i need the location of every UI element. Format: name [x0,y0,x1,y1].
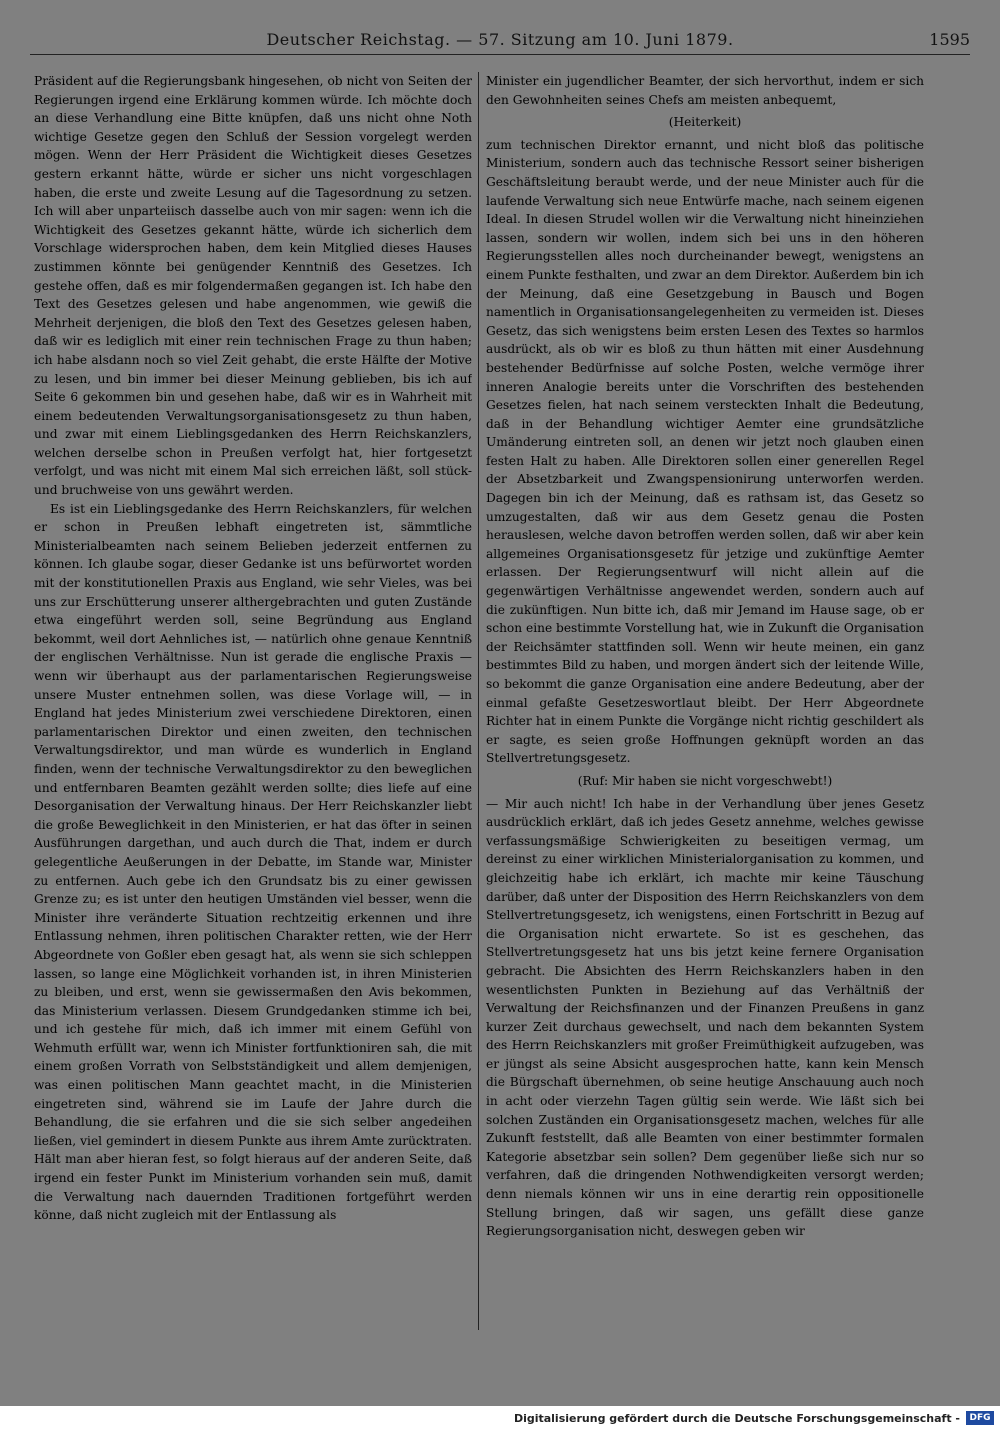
page-number: 1595 [929,30,970,49]
running-title: Deutscher Reichstag. — 57. Sitzung am 10. Juni 1879. [266,30,734,49]
left-paragraph-1: Präsident auf die Regierungsbank hingesehen, ob nicht von Seiten der Regierungen irgend eine Erklärung kommen würde. Ich möchte doch an diese Verhandlung eine Bitte knüpfen, daß uns nicht ohne Noth wichtige Gesetze gegen den Schluß der Session vorgelegt werden mögen. Wenn der Herr Präsident die Wichtigkeit dieses Gesetzes gestern erkannt hätte, würde er sicher uns nicht vorgeschlagen haben, die erste und zweite Lesung auf die Tagesordnung zu setzen. Ich will aber unparteiisch dasselbe auch von mir sagen: wenn ich die Wichtigkeit des Gesetzes gekannt hätte, würde ich sicherlich dem Vorschlage widersprochen haben, dem kein Mitglied dieses Hauses zustimmen könnte bei genügender Kenntniß des Gesetzes. Ich gestehe offen, daß es mir folgendermaßen gegangen ist. Ich habe den Text des Gesetzes gelesen und habe angenommen, wie gewiß die Mehrheit derjenigen, die bloß den Text des Gesetzes gelesen haben, daß wir es lediglich mit einer rein technischen Frage zu thun haben; ich habe alsdann noch so viel Zeit gehabt, die erste Hälfte der Motive zu lesen, und bin immer bei dieser Meinung geblieben, bis ich auf Seite 6 gekommen bin und gesehen habe, daß wir es in Wahrheit mit einem bedeutenden Verwaltungsorganisationsgesetz zu thun haben, und zwar mit einem Lieblingsgedanken des Herrn Reichskanzlers, welchen derselbe schon in Preußen verfolgt hat, hier fortgesetzt verfolgt, und was nicht mit einem Mal sich erreichen läßt, soll stück- und bruchweise von uns gewährt werden. [34,74,472,498]
interjection-heiterkeit: (Heiterkeit) [668,115,742,130]
left-column [34,72,472,1332]
digitization-credit: Digitalisierung gefördert durch die Deutsche Forschungsgemeinschaft - [513,1412,960,1425]
left-paragraph-2: Es ist ein Lieblingsgedanke des Herrn Reichskanzlers, für welchen er schon in Preußen lebhaft eingetreten ist, sämmtliche Ministerialbeamten nach seinem Belieben jederzeit entfernen zu können. Ich glaube sogar, dieser Gedanke ist uns befürwortet worden mit der konstitutionellen Praxis aus England, wie sehr Vieles, was bei uns zur Erschütterung unserer althergebrachten und guten Zustände etwa eingeführt werden soll, seine Begründung aus England bekommt, weil dort Aehnliches ist, — natürlich ohne genaue Kenntniß der englischen Verhältnisse. Nun ist gerade die englische Praxis — wenn wir überhaupt aus der parlamentarischen Regierungsweise unsere Muster entnehmen sollen, was diese Vorlage will, — in England hat jedes Ministerium zwei verschiedene Direktoren, einen parlamentarischen Direktor und einen zweiten, den technischen Verwaltungsdirektor, und man würde es wunderlich in England finden, wenn der technische Verwaltungsdirektor zu den beweglichen und entfernbaren Beamten gezählt werden sollte; dies liefe auf eine Desorganisation der Verwaltung hinaus. Der Herr Reichskanzler liebt die große Beweglichkeit in den Ministerien, er hat das öfter in seinen Ausführungen dargethan, und auch durch die That, indem er durch gelegentliche Aeußerungen in der Debatte, im Stande war, Minister zu entfernen. Auch gebe ich den Grundsatz bis zu einer gewissen Grenze zu; es ist unter den heutigen Umständen viel besser, wenn die Minister ihre veränderte Situation rechtzeitig erkennen und ihre Entlassung nehmen, ihren politischen Charakter retten, wie der Herr Abgeordnete von Goßler eben gesagt hat, als wenn sie sich schleppen lassen, so lange eine Möglichkeit vorhanden ist, in ihren Ministerien zu bleiben, und erst, wenn sie gewissermaßen den Avis bekommen, das Ministerium verlassen. Diesem Grundgedanken stimme ich bei, und ich gestehe für mich, daß ich immer mit einem Gefühl von Wehmuth erfüllt war, wenn ich Minister fortfunktioniren sah, die mit einem großen Vorrath von Selbstständigkeit und allem demjenigen, was einen politischen Mann geachtet macht, in die Ministerien eingetreten sind, während sie im Laufe der Jahre durch die Behandlung, die sie erfahren und die sie sich selber angedeihen ließen, viel gemindert in diesem Punkte aus ihrem Amte zurücktraten. Hält man aber hieran fest, so folgt hieraus auf der anderen Seite, daß irgend ein fester Punkt im Ministerium vorhanden sein muß, damit die Verwaltung nach dauernden Traditionen fortgeführt werden könne, daß nicht zugleich mit der Entlassung als [34,501,472,1223]
right-paragraph-2: zum technischen Direktor ernannt, und nicht bloß das politische Ministerium, sondern auch das technische Ressort seiner bisherigen Geschäftsleitung beraubt werde, und der neue Minister auch für die laufende Verwaltung sich neue Entwürfe mache, nach seinem eigenen Ideal. In diesen Strudel wollen wir die Verwaltung nicht hineinziehen lassen, sondern wir wollen, indem sich bei uns in den höheren Regierungsstellen alles noch durcheinander bewegt, wenigstens an einem Punkte festhalten, und zwar an dem Direktor. Außerdem bin ich der Meinung, daß eine Gesetzgebung in Bausch und Bogen namentlich in Organisationsangelegenheiten zu vermeiden ist. Dieses Gesetz, das sich wenigstens beim ersten Lesen des Textes so harmlos ausdrückt, als ob wir es bloß zu thun hätten mit einer Ausdehnung bestehender Bedürfnisse auf solche Posten, welche vermöge ihrer inneren Analogie bereits unter die Vorschriften des bestehenden Gesetzes fielen, hat nach seinem versteckten Inhalt die Bedeutung, daß in der Behandlung wichtiger Aemter eine grundsätzliche Umänderung eintreten soll, an denen wir jetzt noch glauben einen festen Halt zu haben. Alle Direktoren sollen einer generellen Regel der Absetzbarkeit und Zwangspensionirung unterworfen werden. Dagegen bin ich der Meinung, daß es rathsam ist, das Gesetz so umzugestalten, daß wir aus dem Gesetz genau die Posten herauslesen, welche davon betroffen werden sollen, daß wir aber kein allgemeines Organisationsgesetz für jetzige und zukünftige Aemter erlassen. Der Regierungsentwurf will nicht allein auf die gegenwärtigen Verhältnisse angewendet werden, sondern auch auf die zukünftigen. Nun bitte ich, daß mir Jemand im Hause sage, ob er schon eine bestimmte Vorstellung hat, wie in Zukunft die Organisation der Reichsämter stattfinden soll. Wenn wir heute meinen, ein ganz bestimmtes Bild zu haben, und morgen ändert sich der leitende Wille, so bekommt die ganze Organisation eine andere Bedeutung, aber der einmal gefaßte Gesetzeswortlaut bleibt. Der Herr Abgeordnete Richter hat in einem Punkte die Vorgänge nicht richtig geschildert als er sagte, es seien große Hoffnungen geknüpft worden an das Stellvertretungsgesetz. [486,137,924,766]
header-rule [30,54,970,55]
footer-bar [0,1406,1000,1432]
dfg-logo-icon: DFG [966,1411,994,1425]
interjection-ruf: (Ruf: Mir haben sie nicht vorgeschwebt!) [577,773,833,788]
right-paragraph-3: — Mir auch nicht! Ich habe in der Verhandlung über jenes Gesetz ausdrücklich erklärt, daß ich jedes Gesetz annehme, welches gewisse verfassungsmäßige Schwierigkeiten zu beseitigen vermag, um dereinst zu einer wirklichen Ministerialorganisation zu kommen, und gleichzeitig habe ich erklärt, ich machte mir keine Täuschung darüber, daß unter der Disposition des Herrn Reichskanzlers von dem Stellvertretungsgesetz, ich wenigstens, einen Fortschritt in Bezug auf die Organisation nicht erwartete. So ist es geschehen, das Stellvertretungsgesetz hat uns bis jetzt keine fernere Organisation gebracht. Die Absichten des Herrn Reichskanzlers haben in den wesentlichsten Punkten in Beziehung auf das Verhältniß der Verwaltung der Reichsfinanzen und der Finanzen Preußens in ganz kurzer Zeit durchaus gewechselt, und nach dem bekannten System des Herrn Reichskanzlers mit großer Freimüthigkeit aufzugeben, was er jüngst als seine Absicht ausgesprochen hatte, kann kein Mensch die Bürgschaft übernehmen, ob seine heutige Anschauung auch noch in acht oder vierzehn Tagen gültig sein werde. Wie läßt sich bei solchen Zuständen ein Organisationsgesetz machen, welches für alle Zukunft feststellt, daß alle Beamten von einer bestimmter formalen Kategorie absetzbar sein sollen? Dem gegenüber ließe sich nur so verfahren, daß die dringenden Nothwendigkeiten versorgt werden; denn niemals können wir uns in eine derartig rein oppositionelle Stellung bringen, daß wir sagen, uns gefällt diese ganze Regierungsorganisation nicht, deswegen geben wir [486,796,924,1239]
page-header [30,30,970,56]
right-column [486,72,924,1332]
right-paragraph-1: Minister ein jugendlicher Beamter, der sich hervorthut, indem er sich den Gewohnheiten seines Chefs am meisten anbequemt, [486,74,924,107]
column-divider [478,72,479,1330]
